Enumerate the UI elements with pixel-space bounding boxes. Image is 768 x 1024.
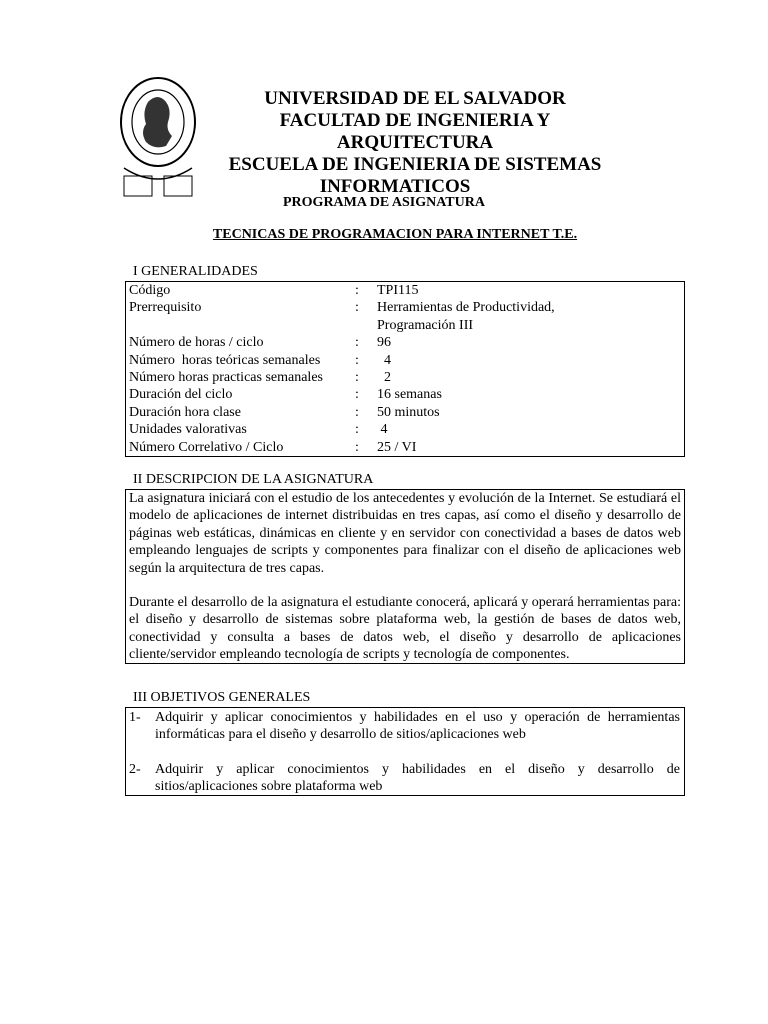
generalidades-value: 50 minutos [377, 404, 440, 420]
generalidades-value: 16 semanas [377, 387, 442, 403]
generalidades-sep: : [355, 352, 359, 368]
generalidades-row [126, 352, 684, 369]
generalidades-row [126, 369, 684, 386]
generalidades-row [126, 317, 684, 334]
generalidades-row [126, 386, 684, 403]
generalidades-sep: : [355, 335, 359, 351]
generalidades-row [126, 299, 684, 316]
generalidades-value: Herramientas de Productividad, [377, 300, 555, 316]
generalidades-row [126, 404, 684, 421]
generalidades-label: Prerrequisito [129, 300, 202, 316]
generalidades-sep: : [355, 300, 359, 316]
objetivo-number: 1- [129, 710, 141, 725]
university-name: UNIVERSIDAD DE EL SALVADOR [264, 88, 566, 109]
generalidades-label [126, 317, 355, 334]
generalidades-row [126, 421, 684, 438]
generalidades-value: 25 / VI [377, 439, 417, 455]
generalidades-value: 4 [377, 352, 391, 368]
objetivos-title: III OBJETIVOS GENERALES [133, 690, 311, 705]
generalidades-sep: : [355, 369, 359, 385]
generalidades-value: 2 [377, 369, 391, 385]
generalidades-value: Programación III [377, 317, 474, 333]
course-title: TECNICAS DE PROGRAMACION PARA INTERNET T.E. [212, 227, 578, 242]
university-seal-logo [118, 72, 198, 202]
objetivos-box [125, 707, 685, 796]
generalidades-sep [355, 317, 377, 334]
generalidades-sep: : [355, 387, 359, 403]
generalidades-label: Unidades valorativas [129, 422, 247, 438]
generalidades-title: I GENERALIDADES [133, 264, 258, 279]
objetivo-text: Adquirir y aplicar conocimientos y habilidades en el diseño y desarrollo de sitios/aplicaciones sobre plataforma web [155, 761, 680, 795]
generalidades-sep: : [355, 404, 359, 420]
generalidades-sep: : [355, 283, 359, 298]
school-name: ESCUELA DE INGENIERIA DE SISTEMAS [228, 154, 602, 175]
objetivo-item [129, 761, 680, 796]
generalidades-label: Número horas teóricas semanales [129, 352, 321, 368]
generalidades-sep: : [355, 439, 359, 455]
generalidades-label: Duración del ciclo [129, 387, 233, 403]
objetivo-item [129, 709, 680, 744]
generalidades-row [126, 334, 684, 351]
objetivo-number: 2- [129, 761, 141, 777]
generalidades-label: Número de horas / ciclo [129, 335, 264, 351]
descripcion-box [125, 489, 685, 664]
descripcion-title: II DESCRIPCION DE LA ASIGNATURA [133, 472, 374, 487]
generalidades-label: Duración hora clase [129, 404, 241, 420]
objetivo-text: Adquirir y aplicar conocimientos y habilidades en el uso y operación de herramientas informáticas para el diseño y desarrollo de sitios/aplicaciones web [155, 710, 680, 743]
school-name-cont: INFORMATICOS [319, 176, 471, 197]
generalidades-sep: : [355, 422, 359, 438]
generalidades-value: TPI115 [377, 283, 419, 298]
faculty-name: FACULTAD DE INGENIERIA Y ARQUITECTURA [279, 110, 551, 153]
program-title: PROGRAMA DE ASIGNATURA [283, 195, 485, 210]
descripcion-paragraph-1: La asignatura iniciará con el estudio de los antecedentes y evolución de la Internet. Se estudiará el modelo de aplicaciones de internet distribuidas en tres capas, así como el diseño y desarrollo de páginas web estáticas, dinámicas en cliente y en servidor con conectividad a bases de datos web empleando lenguajes de scripts y componentes para finalizar con el diseño de aplicaciones web según la arquitectura de tres capas. [129, 491, 681, 576]
generalidades-label: Número horas practicas semanales [129, 369, 323, 385]
generalidades-value: 96 [377, 335, 391, 351]
generalidades-label: Número Correlativo / Ciclo [129, 439, 284, 455]
generalidades-row [126, 282, 684, 299]
generalidades-label: Código [129, 283, 171, 298]
generalidades-value: 4 [377, 422, 388, 438]
document-header [200, 88, 630, 198]
generalidades-table [125, 281, 685, 457]
generalidades-row [126, 439, 684, 456]
descripcion-paragraph-2: Durante el desarrollo de la asignatura el estudiante conocerá, aplicará y operará herramientas para: el diseño y desarrollo de sistemas sobre plataforma web, la gestión de bases de datos web, conectividad y consulta a bases de datos web, el diseño y desarrollo de aplicaciones cliente/servidor empleando tecnología de scripts y tecnología de componentes. [129, 595, 681, 663]
